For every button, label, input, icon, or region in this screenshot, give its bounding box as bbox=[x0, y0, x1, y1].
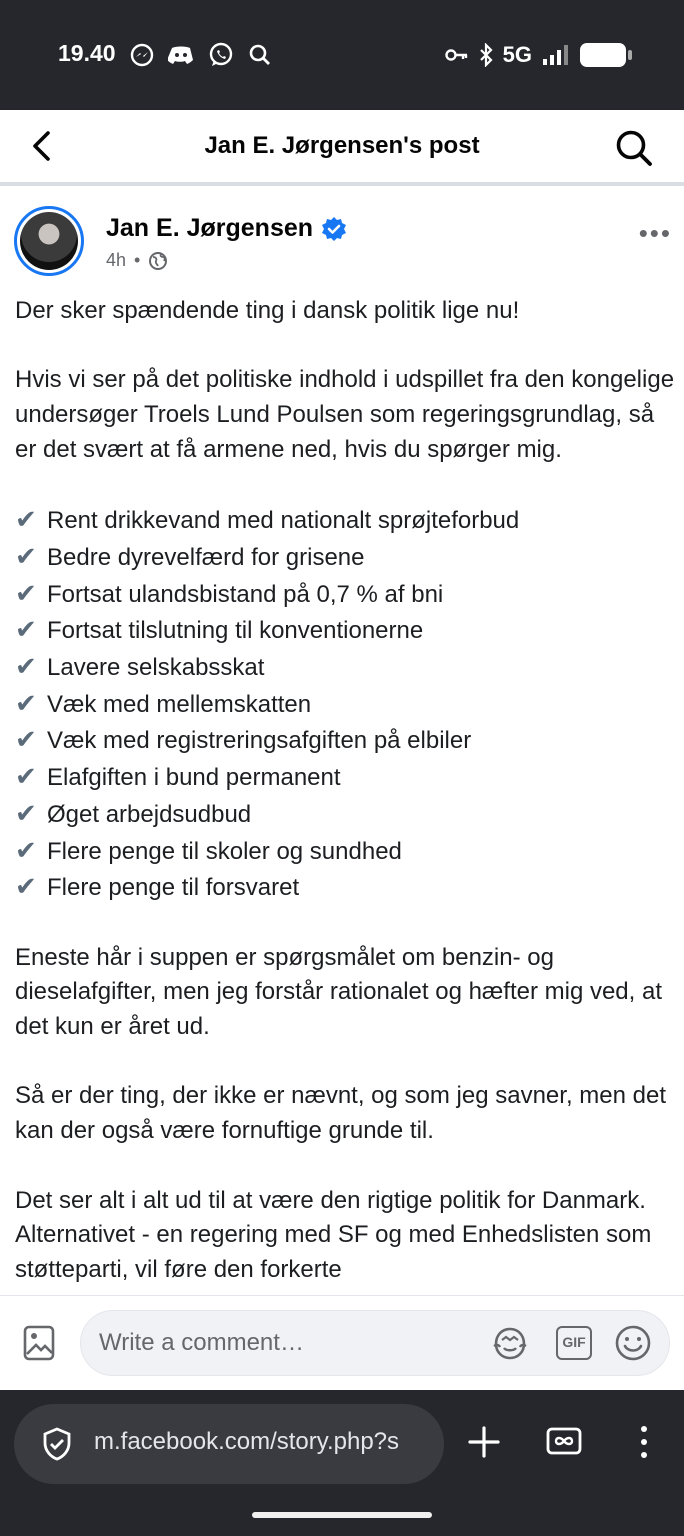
avatar-image bbox=[20, 212, 78, 270]
page-title: Jan E. Jørgensen's post bbox=[204, 132, 480, 159]
checklist-item bbox=[15, 612, 675, 649]
status-bar bbox=[0, 0, 684, 110]
notification-icons bbox=[130, 42, 272, 68]
checklist-item bbox=[15, 833, 675, 870]
menu-kebab-icon[interactable] bbox=[634, 1424, 654, 1460]
checklist-item-text: Bedre dyrevelfærd for grisene bbox=[47, 543, 365, 571]
network-label: 5G bbox=[502, 42, 532, 67]
bluetooth-icon bbox=[479, 43, 493, 67]
check-mark-icon: ✔ bbox=[15, 651, 37, 681]
home-indicator[interactable] bbox=[252, 1512, 432, 1518]
emoji-icon[interactable] bbox=[614, 1324, 652, 1362]
checklist-item-text: Flere penge til forsvaret bbox=[47, 874, 300, 902]
check-mark-icon: ✔ bbox=[15, 504, 37, 535]
checklist-item bbox=[15, 796, 675, 833]
check-mark-icon: ✔ bbox=[15, 871, 37, 902]
post-paragraph-5: Det ser alt i alt ud til at være den rigtige politik for Danmark. Alternativet - en regering med SF og med Enhedslisten som støtteparti, vil føre den forkerte bbox=[15, 1186, 652, 1283]
post-paragraph-2: Hvis vi ser på det politiske indhold i udspillet fra den kongelige undersøger Troels Lund Poulsen som regeringsgrundlag, så er det svært at få armene ned, hvis du spørger mig. bbox=[15, 366, 675, 463]
status-time: 19.40 bbox=[58, 40, 116, 66]
checklist-item bbox=[15, 649, 675, 686]
checklist-item bbox=[15, 869, 675, 906]
check-mark-icon: ✔ bbox=[15, 724, 37, 755]
search-icon[interactable] bbox=[614, 128, 654, 168]
checklist-item-text: Flere penge til skoler og sundhed bbox=[47, 837, 402, 865]
post-header-bar bbox=[0, 110, 684, 186]
whatsapp-icon bbox=[208, 42, 234, 68]
post-paragraph-1: Der sker spændende ting i dansk politik lige nu! bbox=[15, 297, 520, 324]
signal-icon bbox=[542, 44, 570, 66]
system-icons bbox=[445, 42, 626, 68]
discord-icon bbox=[168, 44, 194, 66]
checklist-item-text: Øget arbejdsudbud bbox=[47, 800, 252, 828]
search-icon bbox=[248, 43, 272, 67]
post-paragraph-3: Eneste hår i suppen er spørgsmålet om benzin- og dieselafgifter, men jeg forstår rationalet og hæfter mig ved, at det kun er året ud. bbox=[15, 943, 663, 1041]
checklist-item-text: Lavere selskabsskat bbox=[47, 654, 265, 681]
checklist-item bbox=[15, 576, 675, 613]
new-tab-plus-icon[interactable] bbox=[466, 1424, 502, 1460]
checklist bbox=[15, 502, 675, 906]
shield-check-icon bbox=[40, 1426, 74, 1462]
checklist-item bbox=[15, 759, 675, 796]
verified-badge-icon bbox=[321, 216, 347, 242]
more-options-button[interactable]: ••• bbox=[638, 218, 672, 248]
post-paragraph-4: Så er der ting, der ikke er nævnt, og som jeg savner, men det kan der også være fornuftige grunde til. bbox=[15, 1082, 666, 1145]
check-mark-icon: ✔ bbox=[15, 834, 37, 865]
check-mark-icon: ✔ bbox=[15, 797, 37, 828]
post-body bbox=[15, 294, 675, 1295]
check-mark-icon: ✔ bbox=[15, 614, 37, 645]
post-author-section bbox=[0, 190, 684, 290]
comment-bar bbox=[0, 1295, 684, 1389]
check-mark-icon: ✔ bbox=[15, 540, 37, 571]
avatar[interactable] bbox=[14, 206, 84, 276]
checklist-item-text: Fortsat tilslutning til konventionerne bbox=[47, 617, 424, 645]
check-mark-icon: ✔ bbox=[15, 687, 37, 718]
check-mark-icon: ✔ bbox=[15, 577, 37, 608]
gif-button[interactable]: GIF bbox=[556, 1326, 592, 1360]
checklist-item-text: Væk med mellemskatten bbox=[47, 690, 312, 718]
messenger-icon bbox=[130, 43, 154, 67]
tab-switcher-icon[interactable] bbox=[546, 1426, 582, 1456]
author-name-text: Jan E. Jørgensen bbox=[106, 214, 314, 242]
checklist-item-text: Rent drikkevand med nationalt sprøjteforbud bbox=[47, 507, 520, 535]
author-name[interactable] bbox=[106, 214, 347, 243]
post-time[interactable]: 4h bbox=[106, 250, 127, 270]
post-meta bbox=[106, 250, 168, 271]
url-bar[interactable] bbox=[14, 1404, 444, 1484]
checklist-item bbox=[15, 502, 675, 539]
key-icon bbox=[445, 46, 469, 64]
checklist-item-text: Fortsat ulandsbistand på 0,7 % af bni bbox=[47, 580, 444, 608]
checklist-item bbox=[15, 722, 675, 759]
avatar-sticker-icon[interactable] bbox=[490, 1326, 530, 1362]
photo-icon[interactable] bbox=[20, 1324, 58, 1362]
checklist-item bbox=[15, 686, 675, 723]
checklist-item-text: Væk med registreringsafgiften på elbiler bbox=[47, 727, 472, 755]
check-mark-icon: ✔ bbox=[15, 761, 37, 792]
checklist-item bbox=[15, 539, 675, 576]
checklist-item-text: Elafgiften i bund permanent bbox=[47, 764, 341, 792]
battery-icon bbox=[580, 43, 626, 67]
url-text: m.facebook.com/story.php?s bbox=[94, 1428, 400, 1455]
meta-separator: • bbox=[134, 250, 141, 270]
post-body-viewport bbox=[0, 290, 684, 1295]
globe-icon bbox=[148, 251, 168, 271]
